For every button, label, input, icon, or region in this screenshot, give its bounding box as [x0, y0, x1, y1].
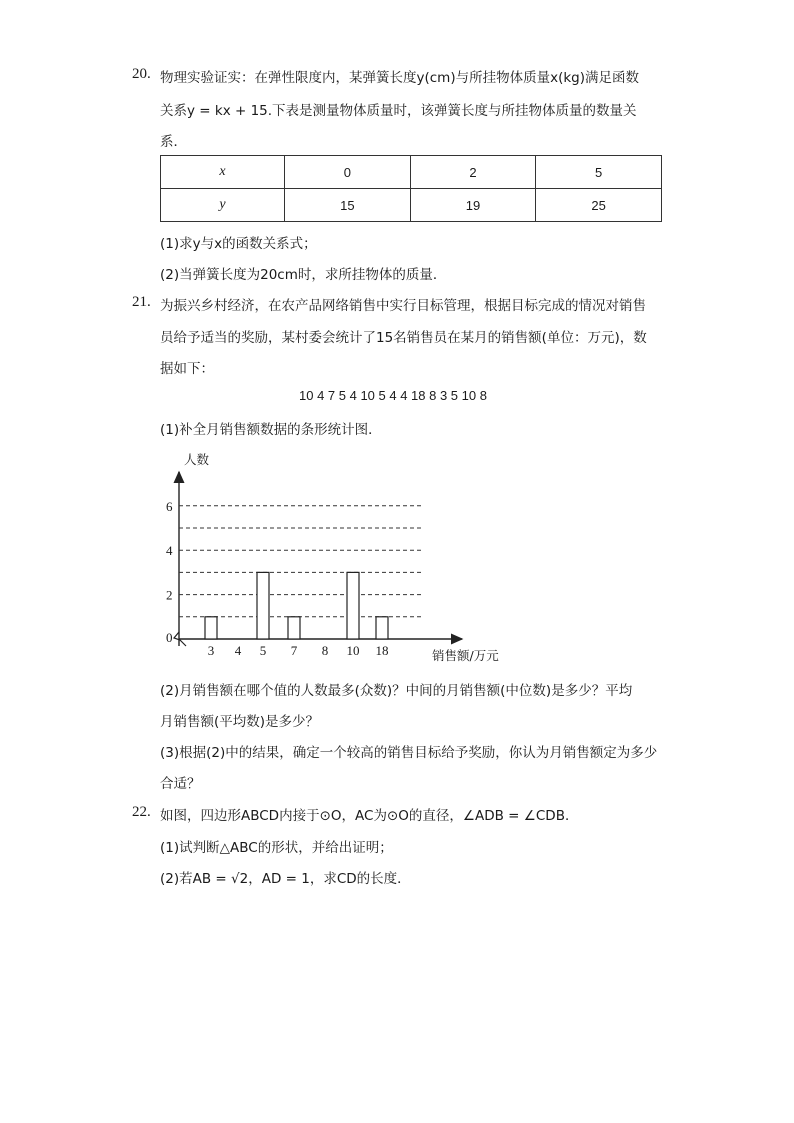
- table-cell: 15: [285, 189, 411, 222]
- table-cell: 0: [285, 156, 411, 189]
- x-tick-label: 7: [290, 643, 298, 658]
- q21-number: 21.: [132, 294, 151, 310]
- q20-number: 20.: [132, 66, 151, 82]
- q21-part-3-line-1: (3)根据(2)中的结果，确定一个较高的销售目标给予奖励，你认为月销售额定为多少: [160, 745, 658, 761]
- x-tick-label: 4: [234, 643, 242, 658]
- q21-line-3: 据如下：: [160, 361, 214, 377]
- q21-line-1: 为振兴乡村经济，在农产品网络销售中实行目标管理，根据目标完成的情况对销售: [160, 298, 646, 314]
- bar-5: [257, 572, 269, 639]
- table-cell: 25: [536, 189, 662, 222]
- q21-part-1: (1)补全月销售额数据的条形统计图．: [160, 422, 382, 438]
- table-cell: 2: [410, 156, 536, 189]
- x-tick-label: 18: [375, 643, 389, 658]
- q21-line-2: 员给予适当的奖励，某村委会统计了15名销售员在某月的销售额(单位：万元)，数: [160, 330, 647, 346]
- bar-18: [376, 617, 388, 639]
- y-tick-label: 2: [166, 587, 173, 603]
- table-label-y: y: [161, 189, 285, 222]
- bar-3: [205, 617, 217, 639]
- bar-10: [347, 572, 359, 639]
- y-tick-label: 4: [166, 543, 173, 559]
- q22-part-2: (2)若AB = √2，AD = 1，求CD的长度．: [160, 871, 411, 887]
- y-tick-label: 0: [166, 630, 173, 645]
- q20-line-3: 系．: [160, 134, 187, 150]
- q21-data-line: 10 4 7 5 4 10 5 4 4 18 8 3 5 10 8: [299, 388, 487, 403]
- q22-part-1: (1)试判断△ABC的形状，并给出证明；: [160, 840, 393, 856]
- x-tick-label: 8: [321, 643, 329, 658]
- y-tick-label: 6: [166, 498, 173, 514]
- q21-part-3-line-2: 合适？: [160, 776, 201, 792]
- x-tick-label: 3: [207, 643, 215, 658]
- table-cell: 5: [536, 156, 662, 189]
- y-axis-label: 人数: [184, 452, 210, 467]
- table-cell: 19: [410, 189, 536, 222]
- q22-number: 22.: [132, 804, 151, 820]
- x-tick-label: 10: [346, 643, 360, 658]
- q21-part-2-line-1: (2)月销售额在哪个值的人数最多(众数)？中间的月销售额(中位数)是多少？平均: [160, 683, 633, 699]
- table-label-x: x: [161, 156, 285, 189]
- q22-line-1: 如图，四边形ABCD内接于⊙O，AC为⊙O的直径，∠ADB = ∠CDB．: [160, 808, 579, 824]
- q21-part-2-line-2: 月销售额(平均数)是多少？: [160, 714, 320, 730]
- q20-part-2: (2)当弹簧长度为20cm时，求所挂物体的质量．: [160, 267, 447, 283]
- q20-part-1: (1)求y与x的函数关系式；: [160, 236, 317, 252]
- x-axis-label: 销售额/万元: [432, 648, 499, 663]
- q20-line-1: 物理实验证实：在弹性限度内，某弹簧长度y(cm)与所挂物体质量x(kg)满足函数: [160, 70, 640, 86]
- x-tick-label: 5: [259, 643, 267, 658]
- q20-line-2: 关系y = kx + 15.下表是测量物体质量时，该弹簧长度与所挂物体质量的数量关: [160, 103, 637, 119]
- bar-7: [288, 617, 300, 639]
